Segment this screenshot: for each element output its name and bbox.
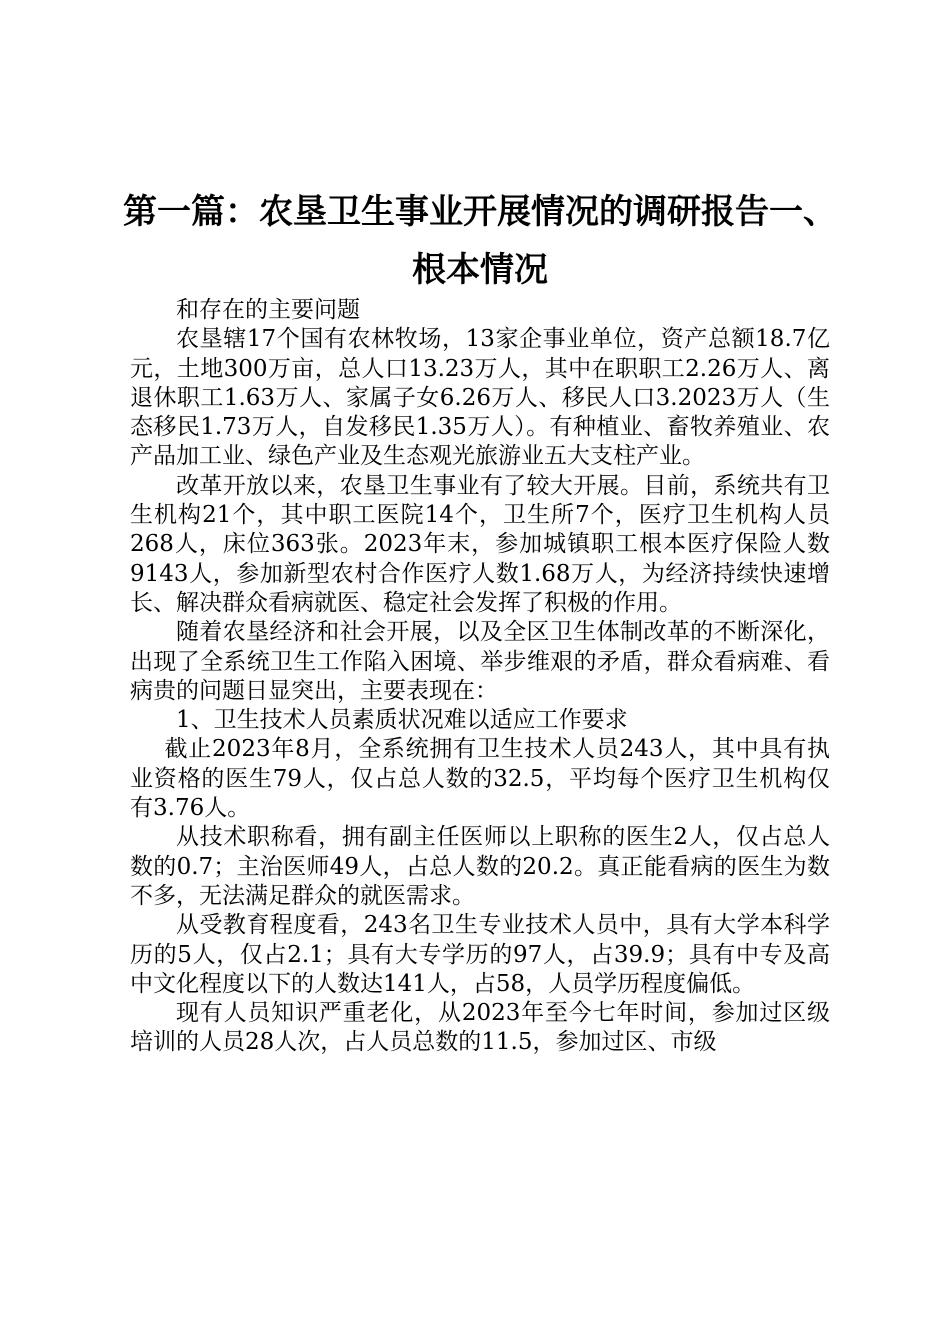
document-title-line-1: 第一篇：农垦卫生事业开展情况的调研报告一、 [123, 192, 837, 232]
paragraph-3: 改革开放以来，农垦卫生事业有了较大开展。目前，系统共有卫生机构21个，其中职工医院14个，卫生所7个，医疗卫生机构人员268人，床位363张。2023年末，参加城镇职工根本医疗保险人数9143人，参加新型农村合作医疗人数1.68万人，为经济持续快速增长、解决群众看病就医、稳定社会发挥了积极的作用。 [130, 472, 830, 616]
paragraph-6: 从技术职称看，拥有副主任医师以上职称的医生2人，仅占总人数的0.7；主治医师49人，占总人数的20.2。真正能看病的医生为数不多，无法满足群众的就医需求。 [130, 824, 830, 909]
document-body [130, 296, 830, 1058]
paragraph-7: 从受教育程度看，243名卫生专业技术人员中，具有大学本科学历的5人，仅占2.1；具有大专学历的97人，占39.9；具有中专及高中文化程度以下的人数达141人，占58，人员学历程度偏低。 [130, 912, 830, 997]
section-heading-1: 1、卫生技术人员素质状况难以适应工作要求 [176, 707, 628, 734]
paragraph-1: 和存在的主要问题 [176, 297, 360, 323]
document-title-line-2: 根本情况 [412, 250, 548, 290]
paragraph-8: 现有人员知识严重老化，从2023年至今七年时间，参加过区级培训的人员28人次，占人员总数的11.5，参加过区、市级 [130, 1000, 830, 1056]
paragraph-4: 随着农垦经济和社会开展，以及全区卫生体制改革的不断深化，出现了全系统卫生工作陷入困境、举步维艰的矛盾，群众看病难、看病贵的问题日显突出，主要表现在： [130, 619, 830, 704]
paragraph-2: 农垦辖17个国有农林牧场，13家企事业单位，资产总额18.7亿元，土地300万亩，总人口13.23万人，其中在职职工2.26万人、离退休职工1.63万人、家属子女6.26万人、移民人口3.2023万人（生态移民1.73万人，自发移民1.35万人）。有种植业、畜牧养殖业、农产品加工业、绿色产业及生态观光旅游业五大支柱产业。 [130, 326, 830, 470]
paragraph-5: 截止2023年8月，全系统拥有卫生技术人员243人，其中具有执业资格的医生79人，仅占总人数的32.5，平均每个医疗卫生机构仅有3.76人。 [130, 736, 830, 822]
